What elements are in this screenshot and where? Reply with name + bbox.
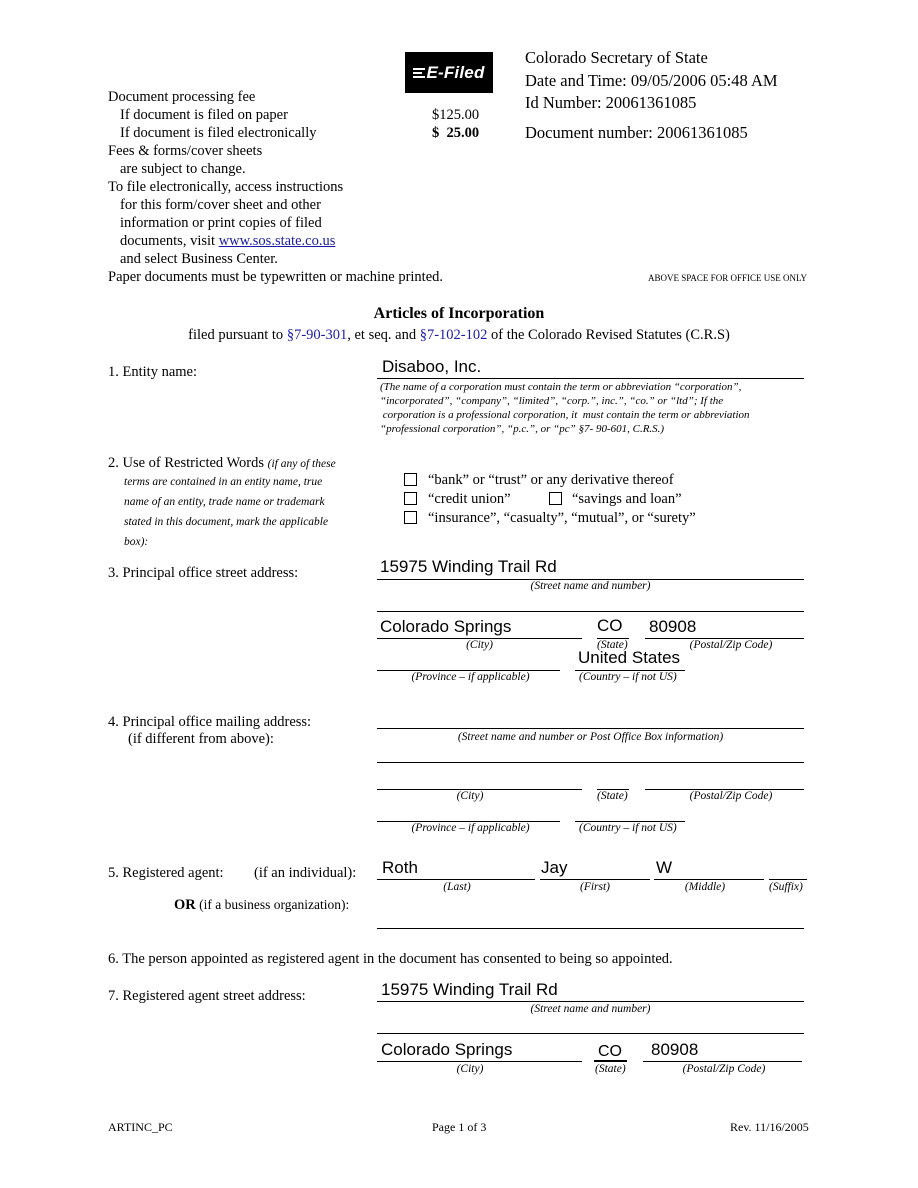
subtitle-text: of the Colorado Revised Statutes (C.R.S): [487, 327, 730, 343]
principal-address-label: 3. Principal office street address:: [108, 565, 299, 581]
field-underline: [654, 879, 764, 880]
agent-last-name-field[interactable]: Roth: [382, 858, 418, 877]
mailing-street-field[interactable]: [377, 728, 804, 729]
mailing-address-sublabel: (if different from above):: [128, 731, 274, 747]
option-credit-union-label: “credit union”: [428, 491, 511, 507]
page-subtitle: [0, 327, 918, 344]
note-line: terms are contained in an entity name, true: [124, 476, 323, 488]
footer-page-number: Page 1 of 3: [432, 1120, 487, 1134]
note-line: “incorporated”, “company”, “limited”, “corp.”, inc.”, “co.” or “ltd”; If the: [380, 395, 724, 407]
checkbox-savings-loan[interactable]: [549, 492, 562, 505]
agent-address-label: 7. Registered agent street address:: [108, 988, 306, 1004]
note-line: Paper documents must be typewritten or machine printed.: [108, 269, 444, 285]
state-caption: (State): [597, 639, 628, 651]
fee-paper-label: If document is filed on paper: [120, 107, 288, 123]
field-underline: [540, 879, 650, 880]
consent-statement: 6. The person appointed as registered agent in the document has consented to being so appointed.: [108, 951, 673, 967]
zip-caption: (Postal/Zip Code): [689, 639, 773, 651]
subtitle-text: filed pursuant to: [188, 327, 287, 343]
stamp-agency: Colorado Secretary of State: [525, 48, 708, 67]
field-underline: [377, 611, 804, 612]
note-line: information or print copies of filed: [120, 215, 322, 231]
principal-zip-field[interactable]: 80908: [649, 617, 697, 636]
footer-form-id: ARTINC_PC: [108, 1120, 173, 1134]
street-po-caption: (Street name and number or Post Office Box information): [457, 731, 724, 743]
principal-city-field[interactable]: Colorado Springs: [380, 617, 512, 636]
province-caption: (Province – if applicable): [411, 671, 530, 683]
note-line: box):: [124, 536, 149, 548]
entity-name-note: [380, 380, 750, 436]
office-use-note: ABOVE SPACE FOR OFFICE USE ONLY: [648, 273, 808, 283]
state-caption: (State): [597, 790, 628, 802]
last-caption: (Last): [443, 881, 471, 893]
sos-website-link[interactable]: www.sos.state.co.us: [218, 233, 336, 249]
first-caption: (First): [579, 881, 611, 893]
agent-middle-name-field[interactable]: W: [656, 858, 673, 877]
middle-caption: (Middle): [684, 881, 726, 893]
country-caption: (Country – if not US): [579, 822, 677, 834]
field-underline: [643, 1061, 802, 1062]
zip-caption: (Postal/Zip Code): [689, 790, 773, 802]
restricted-words-note: [124, 472, 328, 552]
state-caption: (State): [595, 1063, 626, 1075]
business-org-label: [174, 896, 349, 914]
note-text: documents, visit: [120, 233, 219, 249]
note-line: for this form/cover sheet and other: [120, 197, 321, 213]
note-line: (The name of a corporation must contain the term or abbreviation “corporation”,: [380, 381, 742, 393]
option-bank-trust-label: “bank” or “trust” or any derivative thereof: [428, 472, 674, 488]
agent-suffix-field[interactable]: [769, 879, 807, 880]
business-org-text: (if a business organization):: [195, 897, 350, 912]
agent-state-field[interactable]: CO: [598, 1043, 622, 1060]
note-line: To file electronically, access instructions: [108, 179, 344, 195]
stamp-document-number: Document number: 20061361085: [525, 123, 748, 142]
efiled-logo-text: E-Filed: [426, 62, 485, 82]
province-caption: (Province – if applicable): [411, 822, 530, 834]
note-line: “professional corporation”, “p.c.”, or “pc” §7- 90-601, C.R.S.): [380, 423, 665, 435]
or-label: OR: [174, 897, 196, 913]
zip-caption: (Postal/Zip Code): [682, 1063, 766, 1075]
mailing-address-label: 4. Principal office mailing address:: [108, 714, 312, 730]
agent-city-field[interactable]: Colorado Springs: [381, 1040, 513, 1059]
note-line: Fees & forms/cover sheets: [108, 143, 263, 159]
field-underline: [377, 1061, 582, 1062]
field-underline: [377, 879, 535, 880]
street-caption: (Street name and number): [530, 580, 651, 592]
note-line: are subject to change.: [120, 161, 246, 177]
stamp-date-time: Date and Time: 09/05/2006 05:48 AM: [525, 71, 778, 90]
note-line: corporation is a professional corporation, it must contain the term or abbreviation: [380, 409, 750, 421]
note-line: name of an entity, trade name or trademark: [124, 496, 325, 508]
note-line: stated in this document, mark the applicable: [124, 516, 329, 528]
agent-first-name-field[interactable]: Jay: [541, 858, 568, 877]
field-underline: [377, 1033, 804, 1034]
field-underline: [594, 1060, 627, 1062]
field-underline: [377, 1001, 804, 1002]
checkbox-insurance[interactable]: [404, 511, 417, 524]
registered-agent-label: 5. Registered agent:: [108, 865, 224, 881]
city-caption: (City): [466, 639, 493, 651]
fee-electronic-label: If document is filed electronically: [120, 125, 317, 141]
page-title: Articles of Incorporation: [373, 305, 545, 322]
fee-electronic-amount: $ 25.00: [432, 125, 480, 141]
fees-title: Document processing fee: [108, 89, 256, 105]
entity-name-field[interactable]: Disaboo, Inc.: [382, 357, 482, 376]
agent-zip-field[interactable]: 80908: [651, 1040, 699, 1059]
stamp-id-number: Id Number: 20061361085: [525, 93, 697, 112]
speed-lines-icon: [413, 67, 425, 79]
entity-name-label: 1. Entity name:: [108, 364, 197, 380]
principal-country-field[interactable]: United States: [578, 648, 681, 667]
statute-link-7-102-102[interactable]: §7-102-102: [419, 327, 488, 343]
city-caption: (City): [456, 1063, 484, 1075]
fee-paper-amount: $125.00: [432, 107, 480, 123]
individual-label: (if an individual):: [254, 865, 357, 881]
subtitle-text: , et seq. and: [347, 327, 420, 343]
suffix-caption: (Suffix): [769, 881, 803, 893]
footer-revision: Rev. 11/16/2005: [730, 1120, 809, 1134]
label-note: (if any of these: [267, 458, 336, 470]
principal-state-field[interactable]: CO: [597, 616, 623, 635]
agent-business-name-field[interactable]: [377, 928, 804, 929]
statute-link-7-90-301[interactable]: §7-90-301: [286, 327, 348, 343]
note-line-with-link: [120, 232, 335, 250]
mailing-street-line2-field[interactable]: [377, 762, 804, 763]
country-caption: (Country – if not US): [579, 671, 677, 683]
restricted-words-label: [108, 455, 336, 472]
street-caption: (Street name and number): [530, 1003, 651, 1015]
principal-street-field[interactable]: 15975 Winding Trail Rd: [380, 557, 557, 576]
option-savings-loan-label: “savings and loan”: [572, 491, 682, 507]
field-underline: [377, 378, 804, 379]
label-text: 2. Use of Restricted Words: [108, 455, 265, 471]
agent-street-field[interactable]: 15975 Winding Trail Rd: [381, 980, 558, 999]
efiled-logo: [405, 52, 493, 93]
option-insurance-label: “insurance”, “casualty”, “mutual”, or “surety”: [428, 510, 696, 526]
checkbox-credit-union[interactable]: [404, 492, 417, 505]
checkbox-bank-trust[interactable]: [404, 473, 417, 486]
city-caption: (City): [456, 790, 484, 802]
note-line: and select Business Center.: [120, 251, 278, 267]
